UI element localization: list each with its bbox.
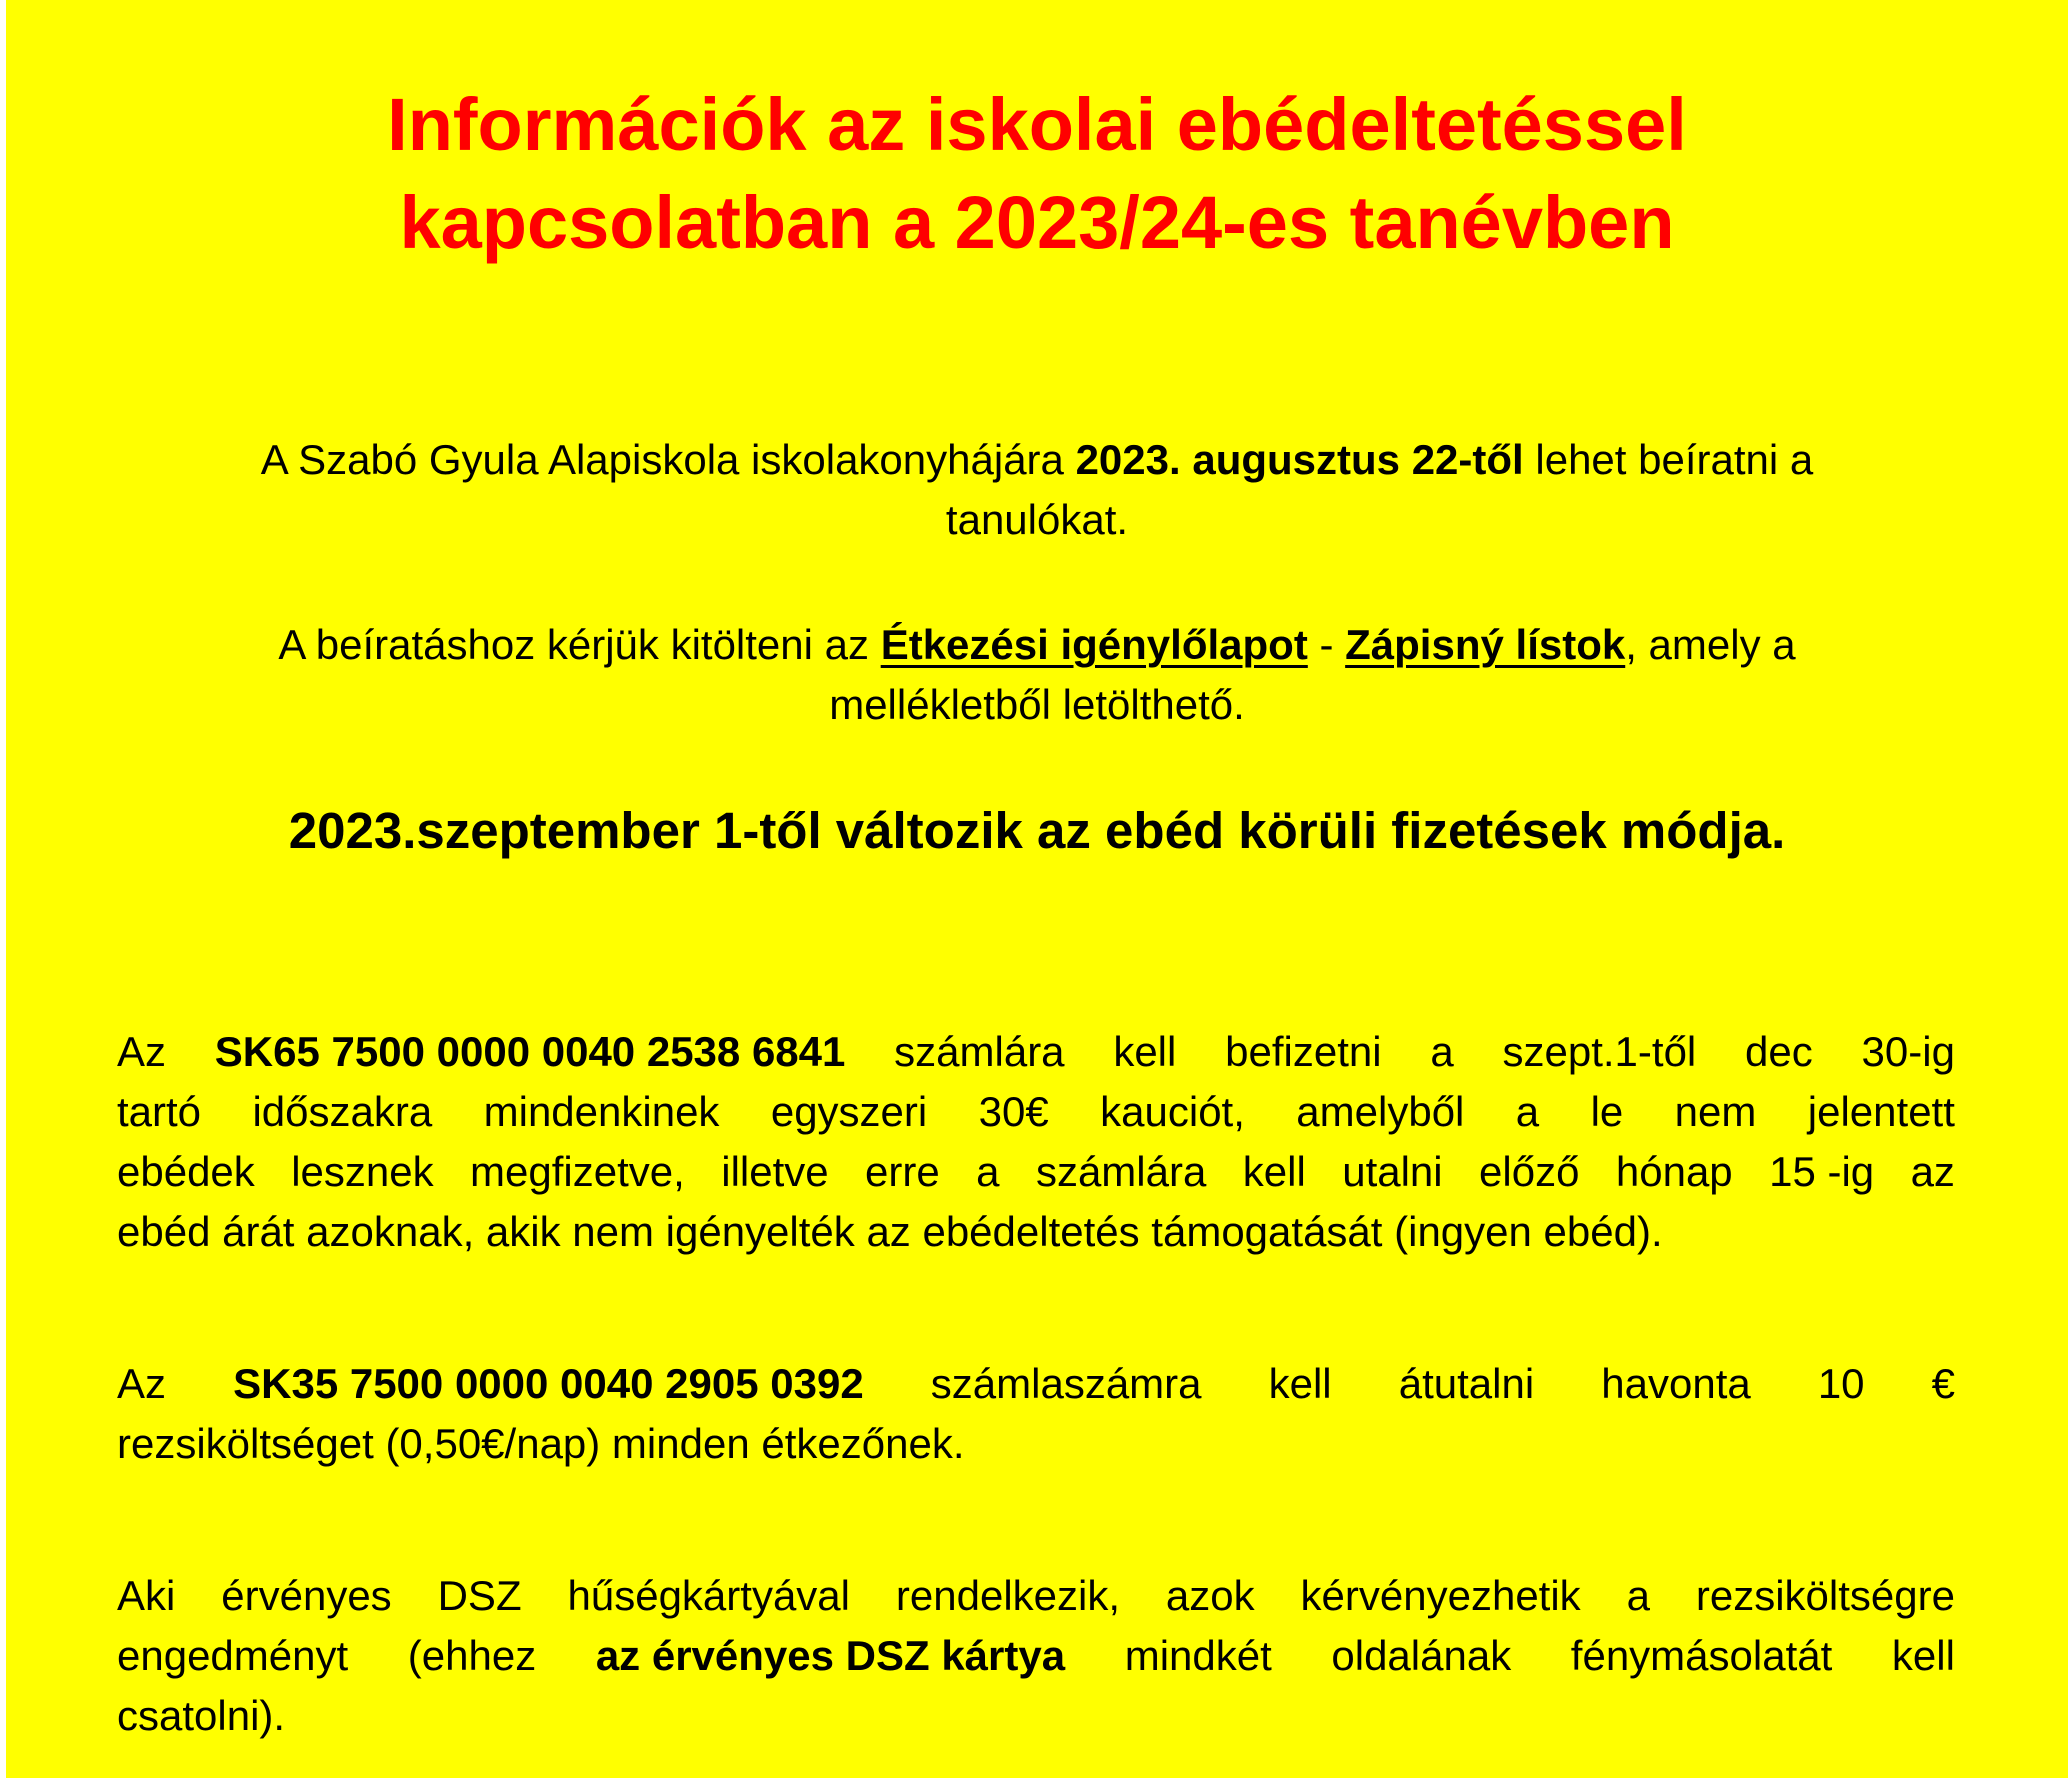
deposit-line-1 [117, 1022, 1955, 1082]
word: befizetni [1225, 1028, 1382, 1075]
deposit-line-3 [117, 1142, 1955, 1202]
utility-line-2: rezsiköltséget (0,50€/nap) minden étkezőnek. [117, 1420, 965, 1467]
discount-paragraph [117, 1566, 1955, 1746]
payment-change-heading: 2023.szeptember 1-től változik az ebéd körüli fizetések módja. [288, 802, 1786, 859]
word: mindenkinek [483, 1088, 720, 1135]
word: nem [1674, 1088, 1757, 1135]
word: hónap [1615, 1148, 1733, 1195]
word: jelentett [1807, 1088, 1955, 1135]
word: szept.1-től [1502, 1028, 1697, 1075]
word: időszakra [252, 1088, 433, 1135]
meal-request-form-link[interactable]: Étkezési igénylőlapot [880, 621, 1308, 668]
word: kell [1268, 1360, 1332, 1407]
word: átutalni [1398, 1360, 1535, 1407]
word: lesznek [291, 1148, 434, 1195]
word: a [976, 1148, 1000, 1195]
form-separator: - [1307, 621, 1346, 668]
enrollment-paragraph [6, 430, 2068, 550]
form-line-1 [6, 615, 2068, 675]
word: € [1931, 1360, 1955, 1407]
form-text-end: , amely a [1625, 621, 1796, 668]
word: le [1590, 1088, 1624, 1135]
word: fénymásolatát [1570, 1632, 1833, 1679]
word: havonta [1601, 1360, 1751, 1407]
enrollment-line-2: tanulókat. [945, 496, 1129, 543]
word: oldalának [1331, 1632, 1512, 1679]
word: Az [117, 1360, 167, 1407]
word: utalni [1342, 1148, 1443, 1195]
word: azok [1165, 1572, 1255, 1619]
word: Aki [117, 1572, 176, 1619]
word: kérvényezhetik [1300, 1572, 1581, 1619]
word: kell [1891, 1632, 1955, 1679]
document-page [6, 0, 2068, 1778]
word: kell [1113, 1028, 1177, 1075]
deposit-account-number: SK65 7500 0000 0040 2538 6841 [214, 1028, 846, 1075]
enrollment-line-1 [6, 430, 2068, 490]
deposit-line-4: ebéd árát azoknak, akik nem igényelték az ebédeltetés támogatását (ingyen ebéd). [117, 1208, 1663, 1255]
utility-account-number: SK35 7500 0000 0040 2905 0392 [233, 1360, 864, 1407]
page-title [6, 76, 2068, 272]
word: dec [1745, 1028, 1813, 1075]
dsz-card-emphasis: az érvényes DSZ kártya [595, 1632, 1066, 1679]
word: erre [865, 1148, 940, 1195]
title-line-2: kapcsolatban a 2023/24-es tanévben [399, 181, 1675, 264]
enrollment-date: 2023. augusztus 22-től [1075, 436, 1524, 483]
discount-line-2 [117, 1626, 1955, 1686]
form-text: A beíratáshoz kérjük kitölteni az [278, 621, 881, 668]
word: az [1910, 1148, 1955, 1195]
title-line-1: Információk az iskolai ebédeltetéssel [387, 83, 1687, 166]
utility-fee-paragraph [117, 1354, 1955, 1474]
word: egyszeri [770, 1088, 928, 1135]
word: megfizetve, [470, 1148, 685, 1195]
word: mindkét [1124, 1632, 1272, 1679]
word: Az [117, 1028, 167, 1075]
word: 30€ [978, 1088, 1049, 1135]
form-paragraph [6, 615, 2068, 735]
discount-line-3: csatolni). [117, 1692, 286, 1739]
deposit-line-2 [117, 1082, 1955, 1142]
word: a [1626, 1572, 1650, 1619]
word: előző [1479, 1148, 1580, 1195]
discount-line-1 [117, 1566, 1955, 1626]
word: ebédek [117, 1148, 255, 1195]
word: kauciót, [1100, 1088, 1245, 1135]
word: tartó [117, 1088, 202, 1135]
word: engedményt [117, 1632, 349, 1679]
word: illetve [721, 1148, 829, 1195]
word: rendelkezik, [895, 1572, 1121, 1619]
word: rezsiköltségre [1695, 1572, 1955, 1619]
word: a [1430, 1028, 1454, 1075]
word: érvényes [221, 1572, 392, 1619]
word: számlára [1035, 1148, 1207, 1195]
word: 10 [1817, 1360, 1865, 1407]
word: kell [1242, 1148, 1306, 1195]
form-line-2: mellékletből letölthető. [829, 681, 1245, 728]
zapisny-listok-link[interactable]: Zápisný lístok [1345, 621, 1626, 668]
word: a [1515, 1088, 1540, 1135]
word: hűségkártyával [567, 1572, 850, 1619]
enrollment-text: A Szabó Gyula Alapiskola iskolakonyhájára [260, 436, 1076, 483]
word: számlára [894, 1028, 1065, 1075]
word: DSZ [437, 1572, 522, 1619]
word: amelyből [1296, 1088, 1465, 1135]
enrollment-text-end: lehet beíratni a [1523, 436, 1814, 483]
deposit-paragraph [117, 1022, 1955, 1262]
word: 15 -ig [1769, 1148, 1875, 1195]
utility-line-1 [117, 1354, 1955, 1414]
word: (ehhez [407, 1632, 537, 1679]
word: 30-ig [1861, 1028, 1955, 1075]
word: számlaszámra [930, 1360, 1202, 1407]
